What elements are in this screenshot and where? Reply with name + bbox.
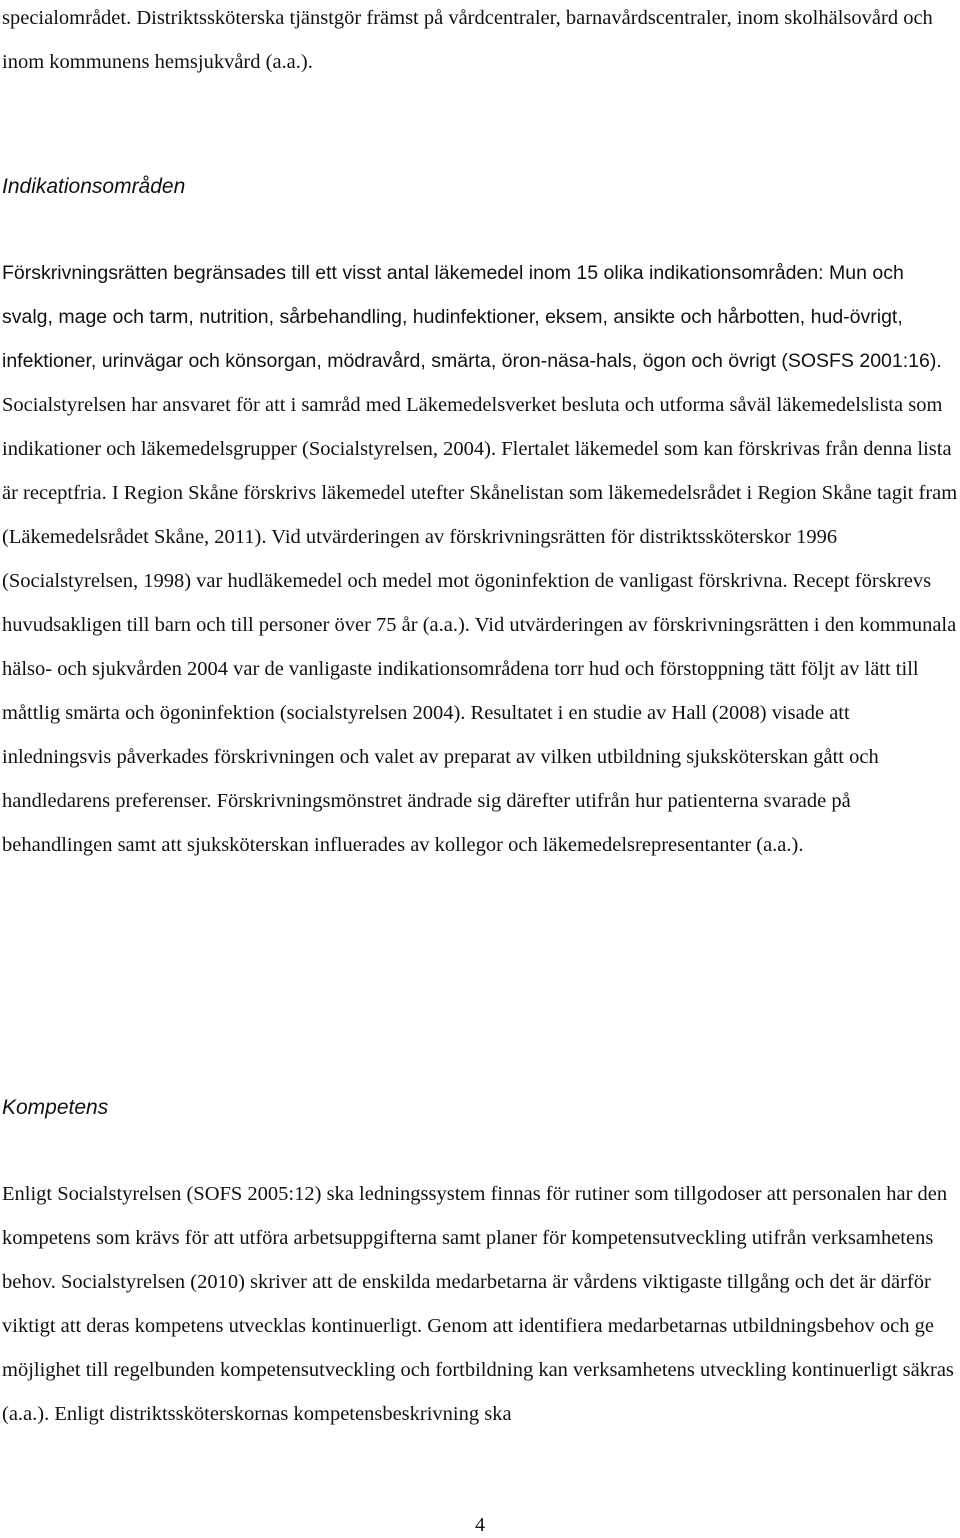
section-heading-indikationsomraden: Indikationsområden (2, 175, 186, 198)
paragraph-sans-part: Förskrivningsrätten begränsades till ett visst antal läkemedel inom 15 olika indikationsområden: Mun och svalg, mage och tarm, nutrition, sårbehandling, hudinfektioner, eksem, ansikte och hårbotten, hud-övrigt, infektioner, urinvägar och könsorgan, mödravård, smärta, öron-näsa-hals, ögon och övrigt (SOSFS 2001:16). (2, 262, 942, 372)
page-number: 4 (475, 1514, 485, 1536)
section-heading-kompetens: Kompetens (2, 1096, 109, 1119)
section-paragraph-indikationsomraden (2, 251, 958, 867)
paragraph-serif-part: Socialstyrelsen har ansvaret för att i samråd med Läkemedelsverket besluta och utforma såväl läkemedelslista som indikationer och läkemedelsgrupper (Socialstyrelsen, 2004). Flertalet läkemedel som kan förskrivas från denna lista är receptfria. I Region Skåne förskrivs läkemedel utefter Skånelistan som läkemedelsrådet i Region Skåne tagit fram (Läkemedelsrådet Skåne, 2011). Vid utvärderingen av förskrivningsrätten för distriktssköterskor 1996 (Socialstyrelsen, 1998) var hudläkemedel och medel mot ögoninfektion de vanligast förskrivna. Recept förskrevs huvudsakligen till barn och till personer över 75 år (a.a.). Vid utvärderingen av förskrivningsrätten i den kommunala hälso- och sjukvården 2004 var de vanligaste indikationsområdena torr hud och förstoppning tätt följt av lätt till måttlig smärta och ögoninfektion (socialstyrelsen 2004). Resultatet i en studie av Hall (2008) visade att inledningsvis påverkades förskrivningen och valet av preparat av vilken utbildning sjuksköterskan gått och handledarens preferenser. Förskrivningsmönstret ändrade sig därefter utifrån hur patienterna svarade på behandlingen samt att sjuksköterskan influerades av kollegor och läkemedelsrepresentanter (a.a.). (2, 394, 958, 856)
intro-paragraph: specialområdet. Distriktssköterska tjänstgör främst på vårdcentraler, barnavårdscentraler, inom skolhälsovård och inom kommunens hemsjukvård (a.a.). (2, 7, 933, 73)
section-paragraph-kompetens: Enligt Socialstyrelsen (SOFS 2005:12) ska ledningssystem finnas för rutiner som tillgodoser att personalen har den kompetens som krävs för att utföra arbetsuppgifterna samt planer för kompetensutveckling utifrån verksamhetens behov. Socialstyrelsen (2010) skriver att de enskilda medarbetarna är vårdens viktigaste tillgång och det är därför viktigt att deras kompetens utvecklas kontinuerligt. Genom att identifiera medarbetarnas utbildningsbehov och ge möjlighet till regelbunden kompetensutveckling och fortbildning kan verksamhetens utveckling kontinuerligt säkras (a.a.). Enligt distriktssköterskornas kompetensbeskrivning ska (2, 1183, 954, 1425)
